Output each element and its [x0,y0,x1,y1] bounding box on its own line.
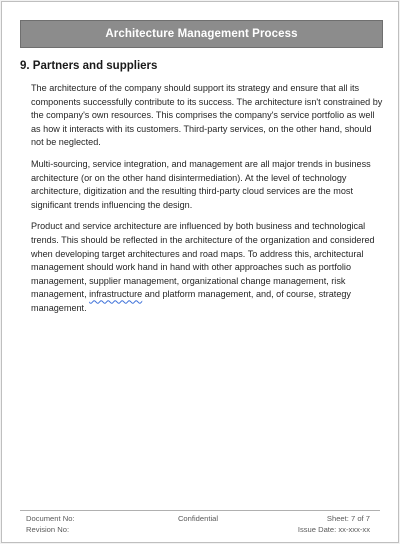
spellcheck-flagged-word[interactable]: infrastructure [89,289,143,300]
footer-divider [20,510,380,511]
paragraph-3-end: and platform management, and, of course, strategy management. [31,289,351,313]
page-footer [26,514,370,535]
footer-revision-no: Revision No: [26,524,70,534]
section-body [31,82,383,324]
footer-sheet: Sheet: 7 of 7 [326,514,370,523]
footer-document-no: Document No: [26,514,75,523]
footer-confidential: Confidential [177,514,219,523]
section-heading: 9. Partners and suppliers [20,60,158,72]
paragraph-3 [31,220,383,315]
title-banner [20,20,383,48]
footer-issue-date: Issue Date: xx-xxx-xx [297,524,370,534]
paragraph-3-text: Product and service architecture are influenced by both business and technological trends. This should be reflected in the architecture of the organization and considered when developing target architectures and road maps. To address this, architectural management should work hand in hand with other approaches such as portfolio management, supplier management, organizational change management, risk management, [31,221,375,300]
paragraph-2: Multi-sourcing, service integration, and management are all major trends in business architecture (or on the other hand disintermediation). At the level of technology architecture, digitization and the resulting third-party cloud services are the most significant trends influencing the design. [31,158,371,210]
paragraph-1: The architecture of the company should support its strategy and ensure that all its components successfully contribute to its success. The architecture isn't constrained by the company's own resources. This comprises the company's service portfolio as well as how it interacts with its customers. Third-party services, on the other hand, should not be neglected. [31,83,383,148]
document-page [1,1,399,543]
document-title: Architecture Management Process [105,28,298,40]
